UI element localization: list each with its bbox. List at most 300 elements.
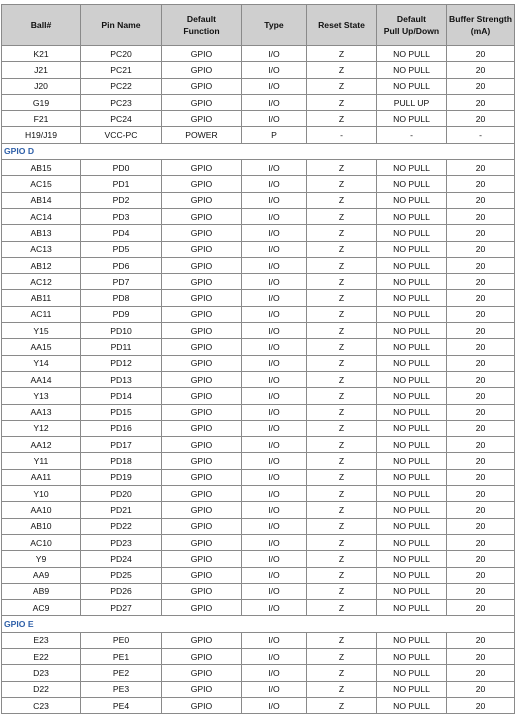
cell-buffer-strength: 20 xyxy=(447,160,515,176)
table-row xyxy=(2,518,515,534)
table-row xyxy=(2,355,515,371)
cell-function: GPIO xyxy=(162,551,242,567)
cell-buffer-strength: 20 xyxy=(447,437,515,453)
cell-type: I/O xyxy=(242,78,307,94)
cell-pull: NO PULL xyxy=(377,502,447,518)
cell-pull: NO PULL xyxy=(377,323,447,339)
cell-ball: AA12 xyxy=(2,437,81,453)
cell-pin-name: PC22 xyxy=(81,78,162,94)
cell-type: I/O xyxy=(242,176,307,192)
cell-ball: AC15 xyxy=(2,176,81,192)
cell-buffer-strength: 20 xyxy=(447,551,515,567)
cell-function: GPIO xyxy=(162,420,242,436)
cell-pull: NO PULL xyxy=(377,225,447,241)
cell-reset-state: Z xyxy=(307,176,377,192)
cell-pin-name: PD7 xyxy=(81,274,162,290)
cell-buffer-strength: 20 xyxy=(447,681,515,697)
cell-function: GPIO xyxy=(162,257,242,273)
cell-type: I/O xyxy=(242,208,307,224)
cell-pin-name: PD9 xyxy=(81,306,162,322)
cell-reset-state: Z xyxy=(307,111,377,127)
cell-function: GPIO xyxy=(162,453,242,469)
cell-function: GPIO xyxy=(162,306,242,322)
cell-pin-name: PE4 xyxy=(81,697,162,713)
table-row xyxy=(2,208,515,224)
cell-type: I/O xyxy=(242,306,307,322)
cell-reset-state: Z xyxy=(307,355,377,371)
cell-function: GPIO xyxy=(162,648,242,664)
cell-buffer-strength: 20 xyxy=(447,241,515,257)
cell-buffer-strength: 20 xyxy=(447,46,515,62)
cell-pull: NO PULL xyxy=(377,600,447,616)
section-row xyxy=(2,616,515,632)
cell-type: I/O xyxy=(242,192,307,208)
cell-pull: NO PULL xyxy=(377,534,447,550)
cell-buffer-strength: 20 xyxy=(447,404,515,420)
cell-pull: NO PULL xyxy=(377,208,447,224)
cell-ball: Y14 xyxy=(2,355,81,371)
cell-function: GPIO xyxy=(162,600,242,616)
cell-buffer-strength: 20 xyxy=(447,274,515,290)
cell-reset-state: Z xyxy=(307,567,377,583)
table-row xyxy=(2,274,515,290)
cell-reset-state: Z xyxy=(307,697,377,713)
cell-reset-state: Z xyxy=(307,274,377,290)
cell-type: I/O xyxy=(242,111,307,127)
cell-ball: K21 xyxy=(2,46,81,62)
table-row xyxy=(2,453,515,469)
cell-buffer-strength: 20 xyxy=(447,290,515,306)
table-row xyxy=(2,583,515,599)
cell-function: GPIO xyxy=(162,111,242,127)
cell-ball: AA15 xyxy=(2,339,81,355)
cell-pull: NO PULL xyxy=(377,257,447,273)
cell-reset-state: Z xyxy=(307,46,377,62)
cell-ball: AB10 xyxy=(2,518,81,534)
cell-type: P xyxy=(242,127,307,143)
cell-pull: NO PULL xyxy=(377,46,447,62)
cell-function: GPIO xyxy=(162,176,242,192)
cell-function: GPIO xyxy=(162,486,242,502)
table-row xyxy=(2,225,515,241)
cell-ball: Y9 xyxy=(2,551,81,567)
cell-ball: AC9 xyxy=(2,600,81,616)
table-row xyxy=(2,420,515,436)
cell-pull: NO PULL xyxy=(377,78,447,94)
table-row xyxy=(2,502,515,518)
cell-pull: NO PULL xyxy=(377,632,447,648)
cell-pull: NO PULL xyxy=(377,306,447,322)
cell-buffer-strength: 20 xyxy=(447,306,515,322)
cell-function: GPIO xyxy=(162,437,242,453)
table-row xyxy=(2,534,515,550)
cell-reset-state: Z xyxy=(307,339,377,355)
cell-function: GPIO xyxy=(162,208,242,224)
cell-pin-name: PD0 xyxy=(81,160,162,176)
section-row xyxy=(2,143,515,159)
header-default-pull: Default Pull Up/Down xyxy=(377,5,447,46)
cell-buffer-strength: 20 xyxy=(447,502,515,518)
cell-function: GPIO xyxy=(162,665,242,681)
cell-pin-name: PD20 xyxy=(81,486,162,502)
cell-pull: NO PULL xyxy=(377,518,447,534)
cell-reset-state: Z xyxy=(307,681,377,697)
cell-function: GPIO xyxy=(162,274,242,290)
cell-type: I/O xyxy=(242,62,307,78)
cell-reset-state: Z xyxy=(307,632,377,648)
cell-ball: AA14 xyxy=(2,371,81,387)
cell-type: I/O xyxy=(242,486,307,502)
cell-buffer-strength: 20 xyxy=(447,94,515,110)
cell-reset-state: Z xyxy=(307,62,377,78)
cell-type: I/O xyxy=(242,323,307,339)
cell-pin-name: PD14 xyxy=(81,388,162,404)
header-pin-name: Pin Name xyxy=(81,5,162,46)
cell-ball: AB9 xyxy=(2,583,81,599)
table-row xyxy=(2,404,515,420)
pin-table xyxy=(1,4,515,714)
cell-pull: - xyxy=(377,127,447,143)
cell-ball: G19 xyxy=(2,94,81,110)
cell-function: GPIO xyxy=(162,697,242,713)
cell-pin-name: PD22 xyxy=(81,518,162,534)
cell-buffer-strength: 20 xyxy=(447,388,515,404)
cell-pull: NO PULL xyxy=(377,420,447,436)
cell-ball: J21 xyxy=(2,62,81,78)
cell-buffer-strength: 20 xyxy=(447,176,515,192)
cell-type: I/O xyxy=(242,648,307,664)
cell-reset-state: Z xyxy=(307,241,377,257)
pin-table-header xyxy=(2,5,515,46)
cell-ball: F21 xyxy=(2,111,81,127)
cell-buffer-strength: 20 xyxy=(447,632,515,648)
cell-pull: NO PULL xyxy=(377,339,447,355)
cell-type: I/O xyxy=(242,567,307,583)
cell-buffer-strength: 20 xyxy=(447,583,515,599)
cell-pin-name: PD18 xyxy=(81,453,162,469)
cell-reset-state: Z xyxy=(307,469,377,485)
cell-pin-name: VCC-PC xyxy=(81,127,162,143)
cell-buffer-strength: 20 xyxy=(447,518,515,534)
cell-reset-state: Z xyxy=(307,306,377,322)
table-row xyxy=(2,192,515,208)
cell-ball: AB13 xyxy=(2,225,81,241)
cell-ball: AC12 xyxy=(2,274,81,290)
cell-ball: D22 xyxy=(2,681,81,697)
cell-type: I/O xyxy=(242,388,307,404)
table-row xyxy=(2,600,515,616)
cell-ball: AC10 xyxy=(2,534,81,550)
table-row xyxy=(2,486,515,502)
cell-type: I/O xyxy=(242,290,307,306)
table-row xyxy=(2,388,515,404)
header-reset-state: Reset State xyxy=(307,5,377,46)
cell-type: I/O xyxy=(242,46,307,62)
cell-type: I/O xyxy=(242,404,307,420)
section-title: GPIO D xyxy=(2,143,515,159)
cell-pin-name: PD10 xyxy=(81,323,162,339)
cell-buffer-strength: 20 xyxy=(447,600,515,616)
cell-pin-name: PD11 xyxy=(81,339,162,355)
cell-pin-name: PD5 xyxy=(81,241,162,257)
cell-pin-name: PD4 xyxy=(81,225,162,241)
cell-buffer-strength: 20 xyxy=(447,62,515,78)
table-row xyxy=(2,632,515,648)
cell-ball: Y11 xyxy=(2,453,81,469)
cell-type: I/O xyxy=(242,339,307,355)
cell-buffer-strength: 20 xyxy=(447,486,515,502)
header-type: Type xyxy=(242,5,307,46)
cell-pull: NO PULL xyxy=(377,453,447,469)
cell-ball: H19/J19 xyxy=(2,127,81,143)
table-row xyxy=(2,437,515,453)
cell-function: GPIO xyxy=(162,583,242,599)
cell-type: I/O xyxy=(242,241,307,257)
cell-reset-state: Z xyxy=(307,160,377,176)
table-row xyxy=(2,127,515,143)
cell-pin-name: PE1 xyxy=(81,648,162,664)
cell-pin-name: PD27 xyxy=(81,600,162,616)
cell-pin-name: PC24 xyxy=(81,111,162,127)
cell-ball: AA9 xyxy=(2,567,81,583)
cell-function: GPIO xyxy=(162,225,242,241)
cell-function: GPIO xyxy=(162,388,242,404)
cell-buffer-strength: 20 xyxy=(447,420,515,436)
cell-type: I/O xyxy=(242,697,307,713)
cell-function: GPIO xyxy=(162,632,242,648)
cell-pin-name: PC23 xyxy=(81,94,162,110)
cell-buffer-strength: 20 xyxy=(447,534,515,550)
table-row xyxy=(2,323,515,339)
cell-type: I/O xyxy=(242,355,307,371)
cell-reset-state: Z xyxy=(307,388,377,404)
cell-ball: AC13 xyxy=(2,241,81,257)
cell-ball: AB14 xyxy=(2,192,81,208)
cell-pin-name: PD3 xyxy=(81,208,162,224)
cell-type: I/O xyxy=(242,94,307,110)
cell-pull: NO PULL xyxy=(377,290,447,306)
cell-type: I/O xyxy=(242,274,307,290)
cell-pull: NO PULL xyxy=(377,111,447,127)
cell-ball: C23 xyxy=(2,697,81,713)
cell-reset-state: - xyxy=(307,127,377,143)
cell-pin-name: PE2 xyxy=(81,665,162,681)
cell-pull: NO PULL xyxy=(377,388,447,404)
table-row xyxy=(2,62,515,78)
cell-ball: Y15 xyxy=(2,323,81,339)
cell-ball: AB15 xyxy=(2,160,81,176)
cell-buffer-strength: 20 xyxy=(447,78,515,94)
cell-ball: E23 xyxy=(2,632,81,648)
cell-buffer-strength: 20 xyxy=(447,192,515,208)
cell-buffer-strength: 20 xyxy=(447,469,515,485)
cell-pin-name: PD19 xyxy=(81,469,162,485)
cell-type: I/O xyxy=(242,632,307,648)
cell-ball: AA10 xyxy=(2,502,81,518)
cell-ball: AC11 xyxy=(2,306,81,322)
cell-function: GPIO xyxy=(162,323,242,339)
section-title: GPIO E xyxy=(2,616,515,632)
table-row xyxy=(2,94,515,110)
cell-pull: NO PULL xyxy=(377,486,447,502)
cell-pin-name: PD15 xyxy=(81,404,162,420)
cell-buffer-strength: 20 xyxy=(447,371,515,387)
cell-buffer-strength: 20 xyxy=(447,648,515,664)
cell-reset-state: Z xyxy=(307,551,377,567)
cell-pin-name: PD2 xyxy=(81,192,162,208)
cell-buffer-strength: 20 xyxy=(447,339,515,355)
cell-function: GPIO xyxy=(162,518,242,534)
cell-ball: Y10 xyxy=(2,486,81,502)
table-row xyxy=(2,551,515,567)
cell-buffer-strength: 20 xyxy=(447,323,515,339)
cell-function: GPIO xyxy=(162,502,242,518)
cell-reset-state: Z xyxy=(307,404,377,420)
cell-buffer-strength: 20 xyxy=(447,355,515,371)
cell-reset-state: Z xyxy=(307,420,377,436)
cell-pin-name: PD12 xyxy=(81,355,162,371)
table-row xyxy=(2,371,515,387)
cell-pin-name: PD8 xyxy=(81,290,162,306)
cell-pull: NO PULL xyxy=(377,176,447,192)
cell-ball: J20 xyxy=(2,78,81,94)
cell-pull: NO PULL xyxy=(377,371,447,387)
cell-pull: NO PULL xyxy=(377,551,447,567)
cell-ball: D23 xyxy=(2,665,81,681)
cell-type: I/O xyxy=(242,534,307,550)
cell-function: GPIO xyxy=(162,290,242,306)
cell-function: GPIO xyxy=(162,339,242,355)
cell-ball: AB12 xyxy=(2,257,81,273)
cell-reset-state: Z xyxy=(307,665,377,681)
cell-function: GPIO xyxy=(162,681,242,697)
table-row xyxy=(2,111,515,127)
table-row xyxy=(2,257,515,273)
cell-pull: NO PULL xyxy=(377,404,447,420)
table-row xyxy=(2,469,515,485)
cell-function: GPIO xyxy=(162,534,242,550)
cell-type: I/O xyxy=(242,502,307,518)
cell-ball: E22 xyxy=(2,648,81,664)
table-row xyxy=(2,241,515,257)
cell-pin-name: PE3 xyxy=(81,681,162,697)
cell-function: POWER xyxy=(162,127,242,143)
cell-buffer-strength: 20 xyxy=(447,257,515,273)
cell-reset-state: Z xyxy=(307,371,377,387)
cell-function: GPIO xyxy=(162,94,242,110)
cell-ball: Y12 xyxy=(2,420,81,436)
cell-type: I/O xyxy=(242,518,307,534)
cell-pin-name: PC20 xyxy=(81,46,162,62)
cell-pull: NO PULL xyxy=(377,192,447,208)
cell-pull: NO PULL xyxy=(377,567,447,583)
cell-type: I/O xyxy=(242,681,307,697)
cell-pin-name: PD26 xyxy=(81,583,162,599)
cell-buffer-strength: 20 xyxy=(447,697,515,713)
cell-reset-state: Z xyxy=(307,453,377,469)
cell-pin-name: PC21 xyxy=(81,62,162,78)
header-buffer-strength: Buffer Strength (mA) xyxy=(447,5,515,46)
cell-function: GPIO xyxy=(162,160,242,176)
cell-type: I/O xyxy=(242,160,307,176)
cell-function: GPIO xyxy=(162,404,242,420)
cell-ball: AA13 xyxy=(2,404,81,420)
header-default-function: Default Function xyxy=(162,5,242,46)
cell-type: I/O xyxy=(242,420,307,436)
cell-pin-name: PD16 xyxy=(81,420,162,436)
table-row xyxy=(2,46,515,62)
cell-ball: AC14 xyxy=(2,208,81,224)
cell-buffer-strength: 20 xyxy=(447,453,515,469)
cell-reset-state: Z xyxy=(307,486,377,502)
cell-pull: NO PULL xyxy=(377,697,447,713)
cell-pull: NO PULL xyxy=(377,437,447,453)
cell-buffer-strength: 20 xyxy=(447,665,515,681)
cell-reset-state: Z xyxy=(307,290,377,306)
cell-reset-state: Z xyxy=(307,518,377,534)
cell-pull: NO PULL xyxy=(377,583,447,599)
cell-type: I/O xyxy=(242,453,307,469)
cell-pull: NO PULL xyxy=(377,160,447,176)
table-row xyxy=(2,176,515,192)
cell-reset-state: Z xyxy=(307,78,377,94)
table-row xyxy=(2,290,515,306)
cell-pin-name: PD24 xyxy=(81,551,162,567)
cell-function: GPIO xyxy=(162,62,242,78)
cell-reset-state: Z xyxy=(307,94,377,110)
cell-buffer-strength: 20 xyxy=(447,567,515,583)
table-row xyxy=(2,306,515,322)
cell-type: I/O xyxy=(242,600,307,616)
cell-function: GPIO xyxy=(162,469,242,485)
table-row xyxy=(2,648,515,664)
cell-type: I/O xyxy=(242,371,307,387)
cell-reset-state: Z xyxy=(307,257,377,273)
cell-reset-state: Z xyxy=(307,648,377,664)
cell-reset-state: Z xyxy=(307,208,377,224)
table-row xyxy=(2,78,515,94)
cell-function: GPIO xyxy=(162,355,242,371)
cell-reset-state: Z xyxy=(307,600,377,616)
header-ball: Ball# xyxy=(2,5,81,46)
table-row xyxy=(2,160,515,176)
cell-type: I/O xyxy=(242,583,307,599)
cell-reset-state: Z xyxy=(307,225,377,241)
cell-pull: PULL UP xyxy=(377,94,447,110)
header-row xyxy=(2,5,515,46)
cell-ball: Y13 xyxy=(2,388,81,404)
cell-function: GPIO xyxy=(162,371,242,387)
cell-pull: NO PULL xyxy=(377,681,447,697)
cell-function: GPIO xyxy=(162,78,242,94)
cell-type: I/O xyxy=(242,665,307,681)
cell-function: GPIO xyxy=(162,241,242,257)
cell-pull: NO PULL xyxy=(377,241,447,257)
cell-pin-name: PD23 xyxy=(81,534,162,550)
cell-reset-state: Z xyxy=(307,583,377,599)
cell-pin-name: PD6 xyxy=(81,257,162,273)
cell-reset-state: Z xyxy=(307,534,377,550)
cell-pull: NO PULL xyxy=(377,62,447,78)
cell-buffer-strength: 20 xyxy=(447,208,515,224)
cell-buffer-strength: - xyxy=(447,127,515,143)
cell-pull: NO PULL xyxy=(377,274,447,290)
table-row xyxy=(2,681,515,697)
cell-reset-state: Z xyxy=(307,323,377,339)
cell-pull: NO PULL xyxy=(377,665,447,681)
cell-pull: NO PULL xyxy=(377,469,447,485)
cell-type: I/O xyxy=(242,257,307,273)
